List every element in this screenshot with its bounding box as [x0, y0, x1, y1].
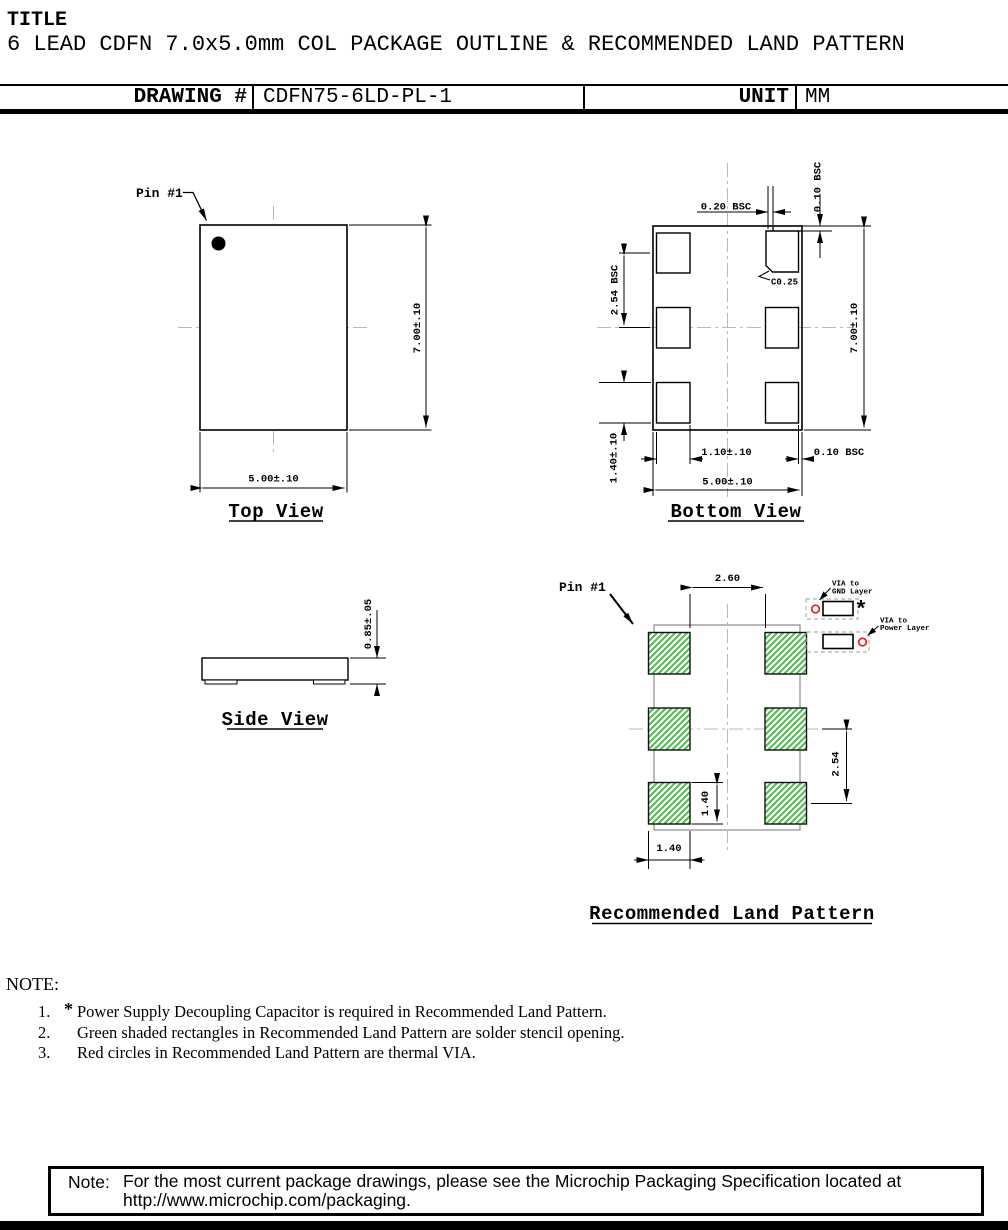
side-view-label: Side View	[221, 709, 329, 731]
note-item	[0, 1023, 1000, 1043]
gnd-cap-body	[823, 602, 853, 616]
side-view	[202, 599, 386, 731]
page-title: 6 LEAD CDFN 7.0x5.0mm COL PACKAGE OUTLINE & RECOMMENDED LAND PATTERN	[7, 32, 905, 57]
table-divider	[795, 86, 797, 109]
footer-note-text	[123, 1172, 901, 1210]
pad	[657, 233, 691, 273]
chamfer-pointer	[759, 271, 770, 280]
via-power-label-2: Power Layer	[880, 625, 930, 633]
pad	[657, 308, 691, 349]
land-dim-pad-width: 1.40	[656, 843, 682, 855]
top-view-body	[200, 225, 347, 430]
note-number: 2.	[38, 1022, 51, 1042]
stencil-pad	[765, 708, 807, 750]
drawing-number-table	[0, 84, 1008, 114]
pad	[657, 383, 691, 424]
note-asterisk: *	[64, 999, 73, 1019]
stencil-pad	[765, 633, 807, 675]
drawing-number-value: CDFN75-6LD-PL-1	[263, 86, 453, 109]
dim-edge-gap: 0.10 BSC	[813, 447, 865, 459]
pad	[766, 383, 799, 424]
bottom-view-dim-width: 5.00±.10	[702, 476, 753, 489]
footer-note-label: Note:	[68, 1172, 110, 1192]
power-via-circle	[859, 638, 867, 646]
stencil-pad	[649, 708, 691, 750]
ext-lines	[768, 186, 773, 229]
note-number: 1.	[38, 1002, 51, 1021]
stencil-pad	[649, 783, 691, 825]
table-divider	[252, 86, 254, 109]
dim-pitch: 2.54 BSC	[609, 264, 622, 316]
side-view-pad	[205, 680, 237, 684]
ext-lines	[599, 383, 651, 424]
bottom-view	[597, 161, 871, 523]
dim-pad-offset: 0.20 BSC	[700, 201, 752, 214]
gnd-via-circle	[812, 605, 820, 613]
land-pattern	[559, 573, 930, 925]
title-label: TITLE	[7, 9, 68, 32]
note-text: Red circles in Recommended Land Pattern are thermal VIA.	[77, 1043, 476, 1062]
dim-pad-height: 1.40±.10	[608, 432, 621, 484]
pin1-label-land: Pin #1	[559, 580, 606, 595]
chamfer-label: C0.25	[771, 277, 799, 288]
pad	[766, 308, 799, 349]
land-pattern-label: Recommended Land Pattern	[589, 903, 875, 925]
side-view-pad	[314, 680, 346, 684]
top-view-label: Top View	[228, 501, 324, 523]
notes-heading: NOTE:	[6, 974, 59, 994]
table-divider	[583, 86, 585, 109]
dim-top-gap: 0.10 BSC	[812, 161, 825, 213]
dim-pad-width: 1.10±.10	[701, 447, 752, 459]
via-gnd-label-1: VIA to	[832, 580, 860, 589]
dim-thickness: 0.85±.05	[363, 598, 375, 650]
note-text: Power Supply Decoupling Capacitor is required in Recommended Land Pattern.	[77, 1002, 607, 1021]
pin1-dot	[212, 237, 226, 251]
top-view-dim-width: 5.00±.10	[248, 473, 299, 486]
unit-label: UNIT	[738, 86, 789, 109]
ext-lines	[802, 226, 832, 231]
top-view-dim-height: 7.00±.10	[412, 302, 424, 354]
pin1-leader-top	[183, 193, 207, 221]
side-view-body	[202, 658, 348, 680]
via-power-leader	[868, 626, 879, 636]
pin1-leader-land	[610, 594, 633, 624]
footer-note-line1: For the most current package drawings, please see the Microchip Packaging Specification located at	[123, 1171, 902, 1191]
ext-lines	[350, 658, 386, 684]
stencil-pad	[649, 633, 691, 675]
note-item	[0, 999, 1000, 1022]
footer-note-box	[48, 1166, 984, 1216]
land-dim-pitch: 2.54	[830, 751, 843, 777]
bottom-view-label: Bottom View	[670, 501, 802, 523]
dim-span: 2.60	[714, 573, 741, 585]
bottom-view-dim-height: 7.00±.10	[849, 302, 861, 354]
via-gnd-label-2: GND Layer	[832, 588, 873, 597]
unit-value: MM	[805, 86, 831, 109]
via-power-label-1: VIA to	[880, 617, 908, 626]
ext-lines	[657, 425, 691, 464]
drawing-number-label: DRAWING #	[133, 86, 247, 109]
via-gnd-leader	[820, 588, 831, 600]
bottom-border-bar	[0, 1221, 1008, 1230]
note-item	[0, 1043, 1000, 1063]
top-view	[136, 186, 432, 523]
land-dim-pad-height: 1.40	[700, 790, 712, 817]
cap-required-asterisk: *	[854, 598, 868, 623]
pad-pin1-chamfered	[766, 231, 799, 272]
note-number: 3.	[38, 1043, 51, 1062]
note-text: Green shaded rectangles in Recommended Land Pattern are solder stencil opening.	[77, 1022, 625, 1042]
stencil-pad	[765, 783, 807, 825]
footer-note-line2: http://www.microchip.com/packaging.	[123, 1190, 411, 1210]
power-cap-body	[823, 635, 853, 649]
pin1-label-top: Pin #1	[136, 186, 183, 201]
